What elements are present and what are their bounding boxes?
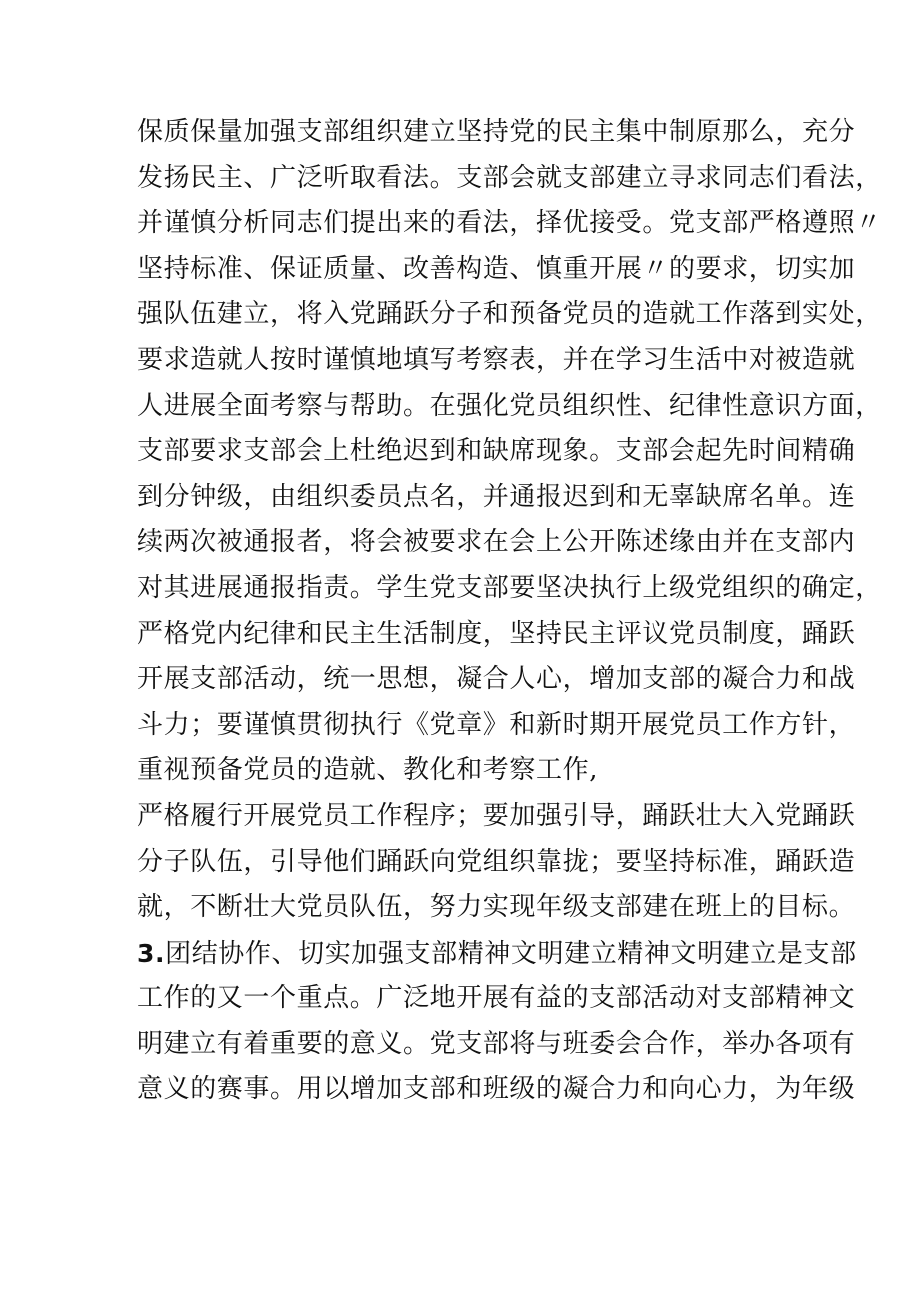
paragraph-line: 就，不断壮大党员队伍，努力实现年级支部建在班上的目标。 bbox=[137, 892, 856, 923]
paragraph-line: 到分钟级，由组织委员点名，并通报迟到和无辜缺席名单。连 bbox=[137, 481, 856, 512]
paragraph-line: 人进展全面考察与帮助。在强化党员组织性、纪律性意识方面， bbox=[137, 390, 882, 421]
paragraph-line: 并谨慎分析同志们提出来的看法，择优接受。党支部严格遵照〃 bbox=[137, 208, 882, 239]
paragraph-line: 重视预备党员的造就、教化和考察工作, bbox=[137, 755, 599, 786]
paragraph-line: 斗力；要谨慎贯彻执行《党章》和新时期开展党员工作方针， bbox=[137, 709, 856, 740]
body-text bbox=[137, 110, 882, 1113]
paragraph-line: 保质保量加强支部组织建立坚持党的民主集中制原那么，充分 bbox=[137, 117, 856, 147]
paragraph-line: 发扬民主、广泛听取看法。支部会就支部建立寻求同志们看法， bbox=[137, 162, 882, 193]
paragraph-line: 支部要求支部会上杜绝迟到和缺席现象。支部会起先时间精确 bbox=[137, 436, 856, 467]
paragraph-line: 分子队伍，引导他们踊跃向党组织靠拢；要坚持标准，踊跃造 bbox=[137, 846, 856, 877]
section-heading-text: 团结协作、切实加强支部精神文明建立精神文明建立是支部 bbox=[165, 938, 857, 969]
paragraph-line: 对其进展通报指责。学生党支部要坚决执行上级党组织的确定， bbox=[137, 572, 882, 603]
paragraph-line: 意义的赛事。用以增加支部和班级的凝合力和向心力，为年级 bbox=[137, 1074, 856, 1105]
paragraph-line: 开展支部活动，统一思想，凝合人心，增加支部的凝合力和战 bbox=[137, 664, 856, 695]
paragraph-line: 续两次被通报者，将会被要求在会上公开陈述缘由并在支部内 bbox=[137, 527, 856, 558]
paragraph-line: 强队伍建立，将入党踊跃分子和预备党员的造就工作落到实处， bbox=[137, 299, 882, 330]
paragraph-line: 明建立有着重要的意义。党支部将与班委会合作，举办各项有 bbox=[137, 1028, 856, 1059]
paragraph-line: 坚持标准、保证质量、改善构造、慎重开展〃的要求，切实加 bbox=[137, 253, 856, 284]
section-number: 3. bbox=[137, 938, 166, 968]
section-heading-line bbox=[137, 931, 857, 977]
paragraph-line: 要求造就人按时谨慎地填写考察表，并在学习生活中对被造就 bbox=[137, 344, 856, 375]
paragraph-line: 工作的又一个重点。广泛地开展有益的支部活动对支部精神文 bbox=[137, 983, 856, 1014]
paragraph-line: 严格履行开展党员工作程序；要加强引导，踊跃壮大入党踊跃 bbox=[137, 800, 856, 831]
paragraph-line: 严格党内纪律和民主生活制度，坚持民主评议党员制度，踊跃 bbox=[137, 618, 856, 649]
